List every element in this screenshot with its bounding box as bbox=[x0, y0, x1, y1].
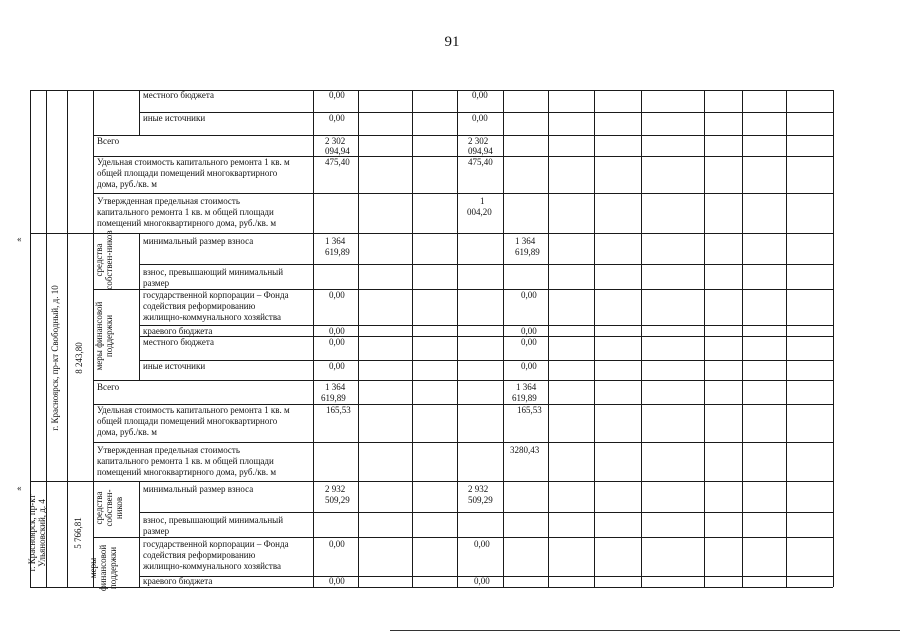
table-rule bbox=[641, 90, 642, 587]
table-rule bbox=[139, 90, 140, 135]
row-label: взнос, превышающий минимальный bbox=[143, 267, 284, 277]
cell-value: 2 302 bbox=[325, 136, 346, 146]
row-label: местного бюджета bbox=[143, 337, 214, 347]
row-label: иные источники bbox=[143, 113, 206, 123]
table-rule bbox=[704, 90, 705, 587]
cell-value: 2 932 bbox=[468, 484, 489, 494]
cell-value: 0,00 bbox=[521, 361, 537, 371]
row-label: помещений многоквартирного дома, руб./кв. м bbox=[97, 218, 277, 228]
table-rule bbox=[313, 90, 314, 587]
cell-value: 0,00 bbox=[472, 113, 488, 123]
row-label: государственной корпорации – Фонда bbox=[143, 290, 289, 300]
cell-value: 1 364 bbox=[325, 382, 346, 392]
cell-value: 0,00 bbox=[474, 576, 490, 586]
cell-value: 2 302 bbox=[468, 136, 489, 146]
row-label: иные источники bbox=[143, 361, 206, 371]
table-rule bbox=[139, 325, 833, 326]
cell-value: 0,00 bbox=[474, 539, 490, 549]
cell-value: 619,89 bbox=[512, 393, 537, 403]
cell-value: 0,00 bbox=[472, 90, 488, 100]
row-label: краевого бюджета bbox=[143, 326, 213, 336]
address-line: г. Красноярск, пр-кт bbox=[27, 494, 37, 572]
cell-value: 475,40 bbox=[468, 157, 493, 167]
row-label: размер bbox=[143, 278, 170, 288]
table-rule bbox=[594, 90, 595, 587]
row-label: Удельная стоимость капитального ремонта 1 кв. м bbox=[97, 157, 290, 167]
table-rule bbox=[93, 135, 833, 136]
table-rule bbox=[30, 481, 833, 482]
table-rule bbox=[742, 90, 743, 587]
address-cell bbox=[27, 483, 49, 583]
table-rule bbox=[139, 336, 833, 337]
cell-value: 0,00 bbox=[329, 113, 345, 123]
table-rule bbox=[67, 90, 68, 587]
row-label: государственной корпорации – Фонда bbox=[143, 539, 289, 549]
row-label: общей площади помещений многоквартирного bbox=[97, 416, 278, 426]
row-label: минимальный размер взноса bbox=[143, 236, 254, 246]
row-label: дома, руб./кв. м bbox=[97, 427, 157, 437]
cell-value: 475,40 bbox=[325, 157, 350, 167]
quote-mark: « bbox=[17, 234, 22, 244]
table-rule bbox=[139, 360, 833, 361]
table-rule bbox=[833, 90, 834, 587]
table-rule bbox=[93, 193, 833, 194]
cell-value: 0,00 bbox=[521, 337, 537, 347]
cell-value: 509,29 bbox=[325, 495, 350, 505]
page-edge-line bbox=[390, 630, 900, 631]
cell-value: 094,94 bbox=[325, 146, 350, 156]
table-rule bbox=[30, 587, 833, 588]
table-rule bbox=[503, 90, 504, 587]
cell-value: 1 364 bbox=[325, 236, 346, 246]
table-rule bbox=[786, 90, 787, 587]
table-rule bbox=[548, 90, 549, 587]
financial-support-group: меры финансовой поддержки bbox=[94, 301, 114, 371]
cell-value: 165,53 bbox=[517, 405, 542, 415]
table-rule bbox=[93, 380, 833, 381]
row-label: Всего bbox=[97, 382, 120, 392]
area-cell: 8 243,80 bbox=[74, 342, 84, 374]
owners-funds-group: средства собствен-ников bbox=[94, 489, 124, 527]
row-label: местного бюджета bbox=[143, 90, 214, 100]
row-label: Утвержденная предельная стоимость bbox=[97, 196, 240, 206]
row-label: взнос, превышающий минимальный bbox=[143, 515, 284, 525]
cell-value: 619,89 bbox=[321, 393, 346, 403]
row-label: Всего bbox=[97, 136, 120, 146]
address-line: Ульяновский, д. 4 bbox=[37, 499, 47, 567]
table-rule bbox=[30, 233, 833, 234]
quote-mark: « bbox=[17, 483, 22, 493]
cell-value: 094,94 bbox=[468, 146, 493, 156]
cell-value: 1 364 bbox=[516, 382, 537, 392]
cell-value: 1 bbox=[480, 196, 485, 206]
row-label: капитального ремонта 1 кв. м общей площади bbox=[97, 456, 274, 466]
table-rule bbox=[139, 481, 140, 587]
cell-value: 619,89 bbox=[325, 247, 350, 257]
table-rule bbox=[139, 233, 140, 380]
cell-value: 0,00 bbox=[521, 326, 537, 336]
cell-value: 0,00 bbox=[521, 290, 537, 300]
cell-value: 0,00 bbox=[329, 326, 345, 336]
cell-value: 004,20 bbox=[467, 207, 492, 217]
row-label: краевого бюджета bbox=[143, 576, 213, 586]
financial-support-group: меры финансовой поддержки bbox=[88, 544, 118, 592]
cell-value: 0,00 bbox=[329, 90, 345, 100]
row-label: содействия реформированию bbox=[143, 301, 256, 311]
cell-value: 619,89 bbox=[515, 247, 540, 257]
cell-value: 509,29 bbox=[468, 495, 493, 505]
row-label: минимальный размер взноса bbox=[143, 484, 254, 494]
table-rule bbox=[139, 264, 833, 265]
table-rule bbox=[93, 442, 833, 443]
cell-value: 0,00 bbox=[329, 576, 345, 586]
cell-value: 0,00 bbox=[329, 290, 345, 300]
row-label: жилищно-коммунального хозяйства bbox=[143, 561, 281, 571]
row-label: капитального ремонта 1 кв. м общей площади bbox=[97, 207, 274, 217]
cell-value: 1 364 bbox=[515, 236, 536, 246]
row-label: помещений многоквартирного дома, руб./кв. м bbox=[97, 467, 277, 477]
address-cell: г. Красноярск, пр-кт Свободный, д. 10 bbox=[50, 285, 60, 431]
cell-value: 0,00 bbox=[329, 337, 345, 347]
row-label: дома, руб./кв. м bbox=[97, 179, 157, 189]
table-rule bbox=[139, 512, 833, 513]
row-label: содействия реформированию bbox=[143, 550, 256, 560]
cell-value: 0,00 bbox=[329, 539, 345, 549]
area-cell: 5 766,81 bbox=[73, 517, 83, 549]
table-rule bbox=[358, 90, 359, 587]
cell-value: 0,00 bbox=[329, 361, 345, 371]
table-rule bbox=[457, 90, 458, 587]
row-label: Удельная стоимость капитального ремонта 1 кв. м bbox=[97, 405, 290, 415]
row-label: размер bbox=[143, 526, 170, 536]
owners-funds-group: средства собствен-ников bbox=[94, 230, 114, 290]
table-rule bbox=[93, 537, 833, 538]
cell-value: 3280,43 bbox=[510, 445, 540, 455]
row-label: Утвержденная предельная стоимость bbox=[97, 445, 240, 455]
page-number: 91 bbox=[444, 34, 460, 50]
row-label: жилищно-коммунального хозяйства bbox=[143, 312, 281, 322]
cell-value: 2 932 bbox=[325, 484, 346, 494]
table-rule bbox=[412, 90, 413, 587]
row-label: общей площади помещений многоквартирного bbox=[97, 168, 278, 178]
cell-value: 165,53 bbox=[326, 405, 351, 415]
